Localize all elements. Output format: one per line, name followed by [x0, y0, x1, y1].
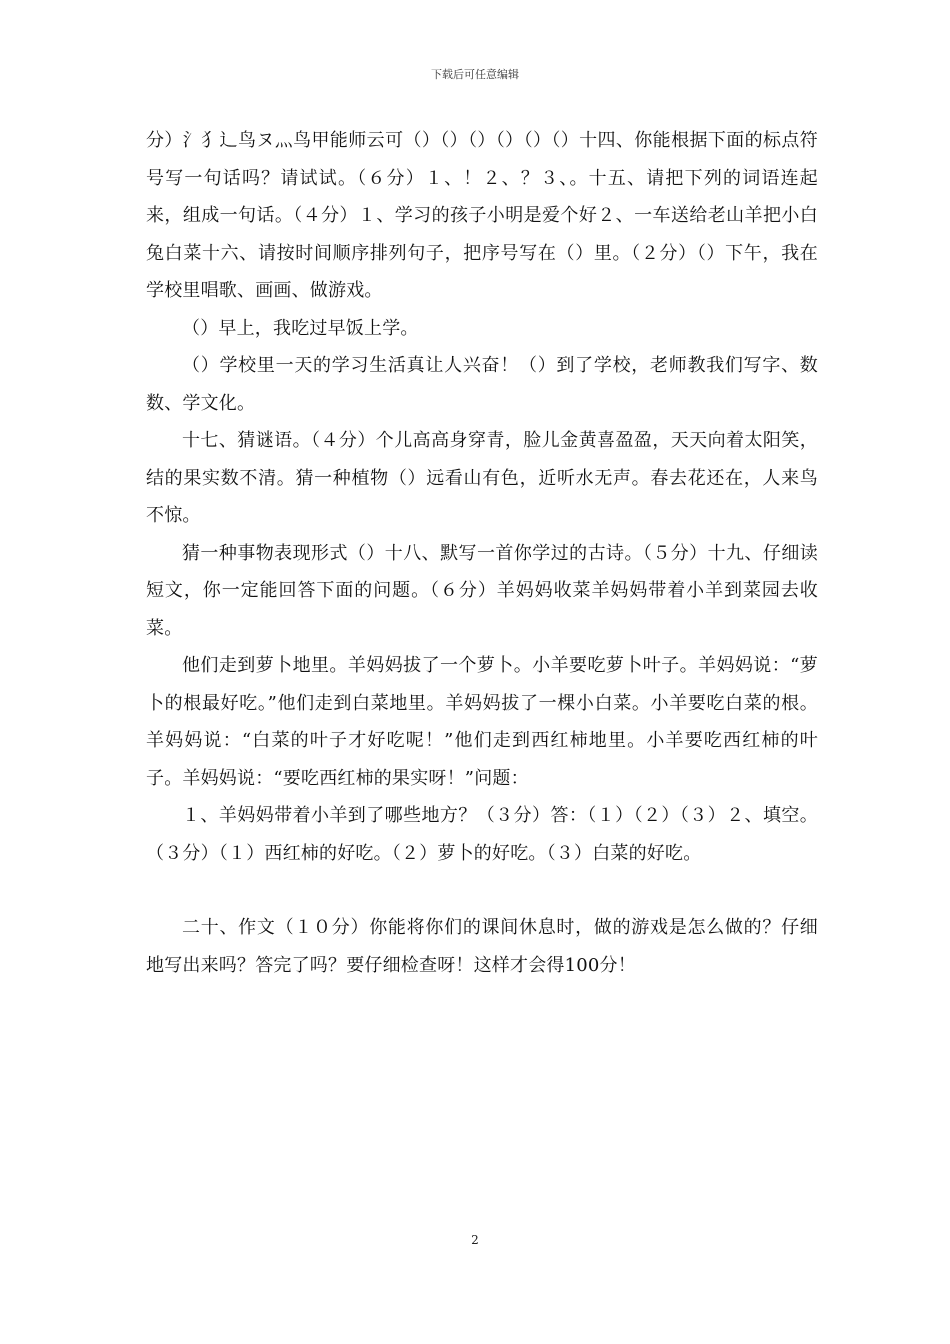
page-header: 下载后可任意编辑 — [431, 68, 519, 81]
paragraph-questions: １、羊妈妈带着小羊到了哪些地方？（３分）答：（１）（２）（３）２、填空。（３分）（１）西红柿的好吃。（２）萝卜的好吃。（３）白菜的好吃。 — [146, 805, 818, 864]
blank-line — [146, 872, 818, 909]
paragraph-sections-18-19: 猜一种事物表现形式（）十八、默写一首你学过的古诗。（５分）十九、仔细读短文，你一定能回答下面的问题。（６分）羊妈妈收菜羊妈妈带着小羊到菜园去收菜。 — [146, 542, 818, 639]
paragraph-story: 他们走到萝卜地里。羊妈妈拔了一个萝卜。小羊要吃萝卜叶子。羊妈妈说：“萝卜的根最好吃。”他们走到白菜地里。羊妈妈拔了一棵小白菜。小羊要吃白菜的根。羊妈妈说：“白菜的叶子才好吃呢！”他们走到西红柿地里。小羊要吃西红柿的叶子。羊妈妈说：“要吃西红柿的果实呀！”问题： — [146, 655, 818, 789]
paragraph-sections-13-16: 分）氵犭辶鸟ヌ灬鸟甲能师云可（）（）（）（）（）（）十四、你能根据下面的标点符号写一句话吗？请试试。（６分）１、！２、？３、。十五、请把下列的词语连起来，组成一句话。（４分）１、学习的孩子小明是爱个好２、一车送给老山羊把小白兔白菜十六、请按时间顺序排列句子，把序号写在（）里。（２分）（）下午，我在学校里唱歌、画画、做游戏。 — [146, 130, 818, 301]
document-body — [146, 122, 818, 984]
paragraph-morning: （）早上，我吃过早饭上学。 — [182, 317, 419, 339]
paragraph-school-day: （）学校里一天的学习生活真让人兴奋！（）到了学校，老师教我们写字、数数、学文化。 — [146, 355, 818, 414]
paragraph-riddles: 十七、猜谜语。（４分）个儿高高身穿青，脸儿金黄喜盈盈，天天向着太阳笑，结的果实数不清。猜一种植物（）远看山有色，近听水无声。春去花还在，人来鸟不惊。 — [146, 430, 818, 526]
page-number: 2 — [471, 1233, 479, 1247]
paragraph-composition: 二十、作文（１０分）你能将你们的课间休息时，做的游戏是怎么做的？仔细地写出来吗？答完了吗？要仔细检查呀！这样才会得100分！ — [146, 917, 818, 976]
